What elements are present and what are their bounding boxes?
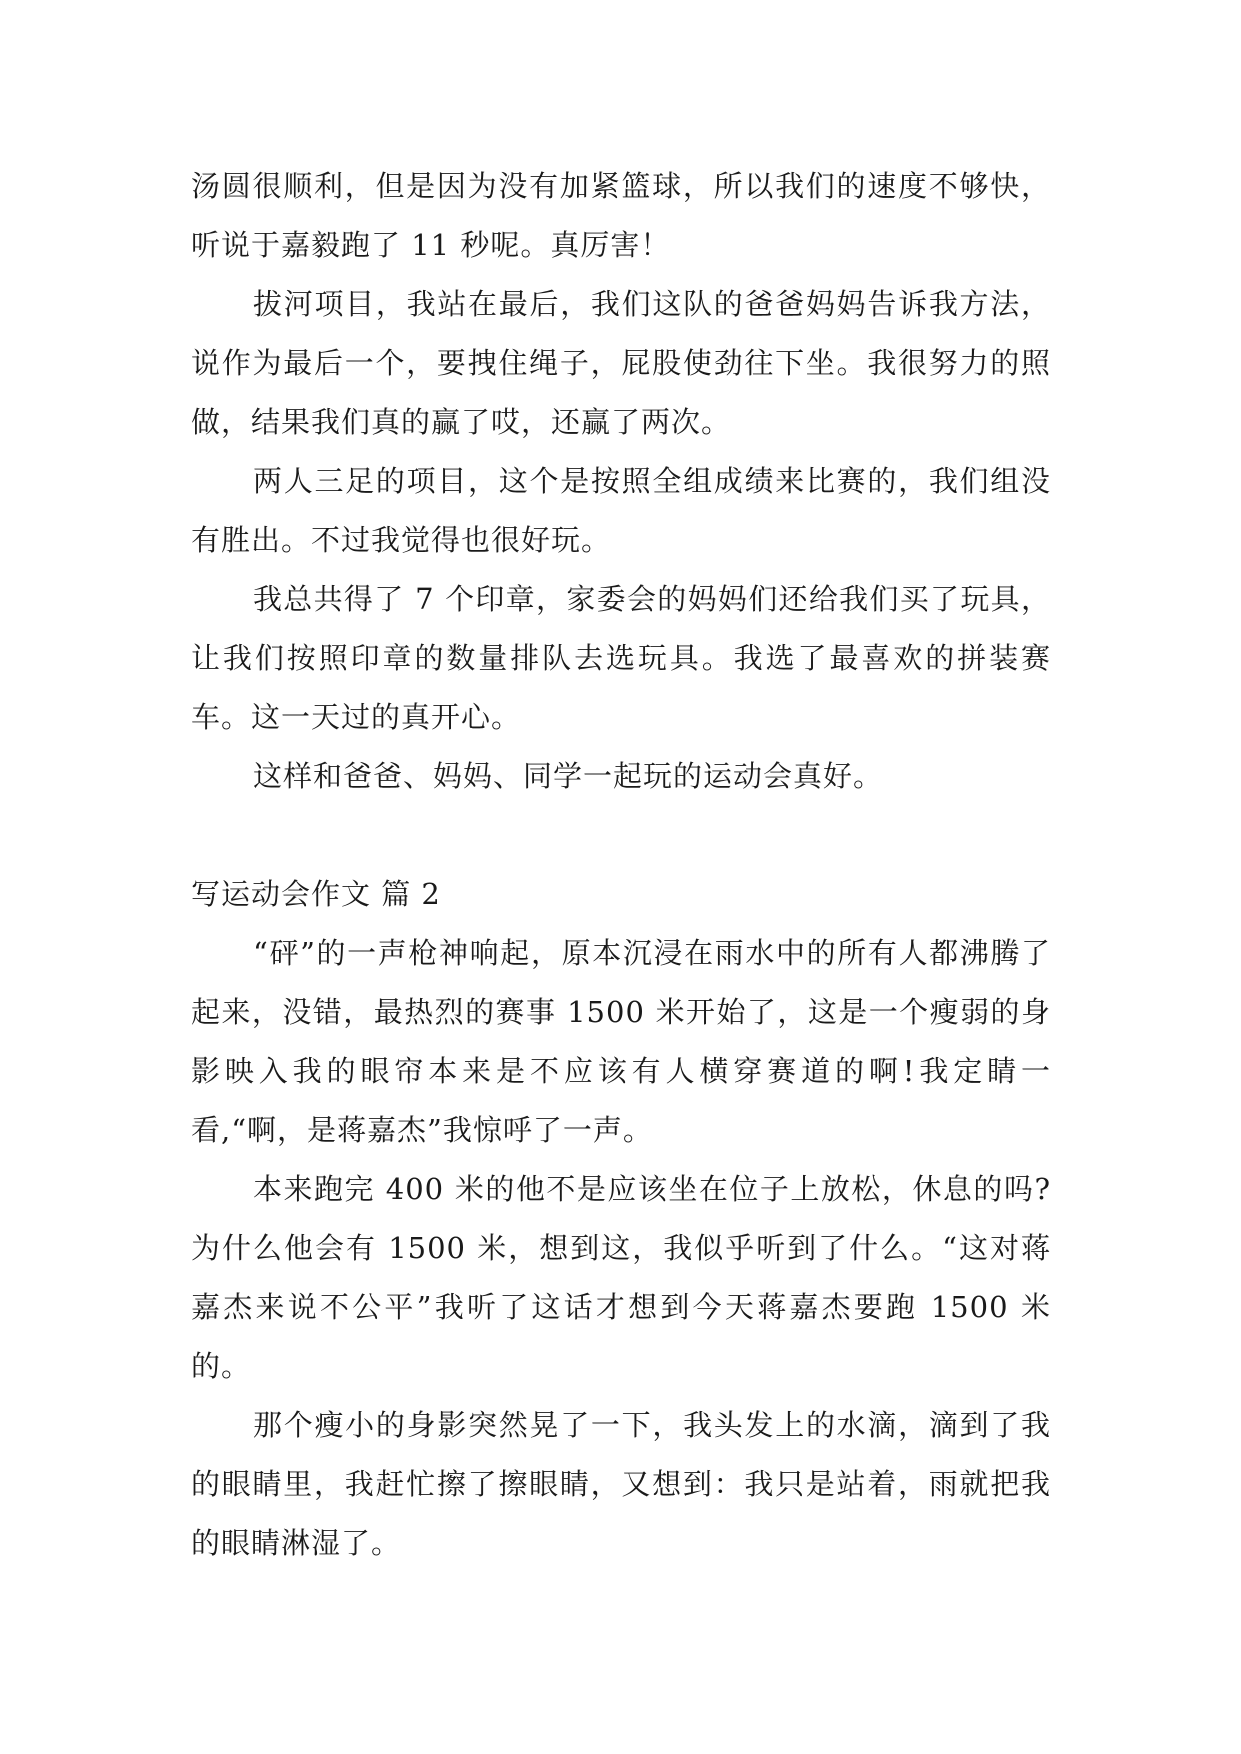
paragraph-unfair: 本来跑完 400 米的他不是应该坐在位子上放松，休息的吗?为什么他会有 1500 米，想到这，我似乎听到了什么。“这对蒋嘉杰来说不公平”我听了这话才想到今天蒋嘉杰要跑 1500 米的。 (191, 1172, 1051, 1383)
section-spacer (191, 806, 1051, 865)
section-heading: 写运动会作文 篇 2 (191, 877, 441, 911)
paragraph-closing: 这样和爸爸、妈妈、同学一起玩的运动会真好。 (253, 759, 884, 793)
document-body (191, 157, 1051, 1573)
paragraph-continued: 汤圆很顺利，但是因为没有加紧篮球，所以我们的速度不够快，听说于嘉毅跑了 11 秒呢。真厉害！ (191, 169, 1051, 262)
paragraph-tug-of-war: 拔河项目，我站在最后，我们这队的爸爸妈妈告诉我方法，说作为最后一个，要拽住绳子，屁股使劲往下坐。我很努力的照做，结果我们真的赢了哎，还赢了两次。 (191, 287, 1051, 439)
paragraph-three-legged-race: 两人三足的项目，这个是按照全组成绩来比赛的，我们组没有胜出。不过我觉得也很好玩。 (191, 464, 1051, 557)
paragraph-race-start: “砰”的一声枪神响起，原本沉浸在雨水中的所有人都沸腾了起来，没错，最热烈的赛事 1500 米开始了，这是一个瘦弱的身影映入我的眼帘本来是不应该有人横穿赛道的啊!我定睛一看,“啊，是蒋嘉杰”我惊呼了一声。 (191, 936, 1051, 1147)
paragraph-rain: 那个瘦小的身影突然晃了一下，我头发上的水滴，滴到了我的眼睛里，我赶忙擦了擦眼睛，又想到：我只是站着，雨就把我的眼睛淋湿了。 (191, 1408, 1051, 1560)
paragraph-stamps-and-toys: 我总共得了 7 个印章，家委会的妈妈们还给我们买了玩具，让我们按照印章的数量排队去选玩具。我选了最喜欢的拼装赛车。这一天过的真开心。 (191, 582, 1051, 734)
